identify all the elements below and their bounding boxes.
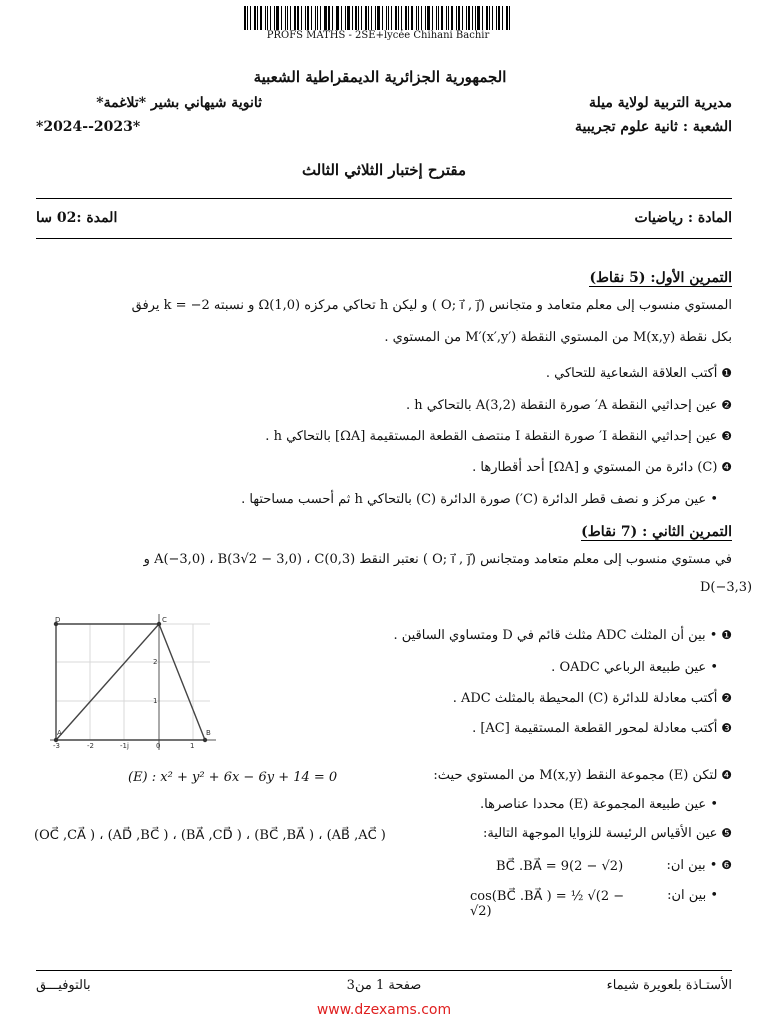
barcode-bar: [375, 6, 376, 30]
barcode-bar: [405, 6, 408, 30]
exercise1-title: التمرين الأول: (5 نقاط): [589, 270, 732, 286]
barcode-bar: [477, 6, 480, 30]
barcode-bar: [482, 6, 483, 30]
barcode-bar: [432, 6, 433, 30]
barcode-bar: [287, 6, 288, 30]
barcode-bar: [365, 6, 367, 30]
point-C-label: C: [162, 616, 167, 624]
duration: المدة :02 سا: [36, 210, 118, 226]
barcode-bar: [257, 6, 258, 30]
school-name: ثانوية شيهاني بشير *تلاغمة*: [96, 95, 262, 111]
barcode-bar: [341, 6, 342, 30]
barcode-bar: [315, 6, 316, 30]
barcode-bar: [358, 6, 359, 30]
exercise2-q1a: ❶ • بين أن المثلث ADC مثلث قائم في D ومتساوي الساقين .: [393, 628, 732, 643]
barcode-bar: [486, 6, 488, 30]
exercise2-q6b-equation: cos(BC⃗ .BA⃗ ) = ½ √(2 − √2): [470, 889, 625, 919]
barcode-bar: [425, 6, 426, 30]
point-D-label: D: [55, 616, 61, 624]
barcode-bar: [475, 6, 476, 30]
barcode-bar: [498, 6, 500, 30]
barcode-bar: [408, 6, 409, 30]
exam-title: مقترح إختبار الثلاثي الثالث: [301, 161, 467, 179]
teacher-name: الأستـاذة بلعويرة شيماء: [606, 978, 732, 993]
barcode-bar: [317, 6, 319, 30]
exercise1-intro-2: بكل نقطة M(x,y) من المستوي النقطة M′(x′,y′) من المستوي .: [384, 330, 732, 345]
barcode-bar: [352, 6, 353, 30]
barcode-bar: [456, 6, 457, 30]
barcode-bar: [347, 6, 350, 30]
barcode-bar: [427, 6, 430, 30]
barcode-bar: [345, 6, 346, 30]
barcode-bar: [247, 6, 248, 30]
exercise2-title: التمرين الثاني : (7 نقاط): [581, 524, 732, 540]
barcode-bar: [270, 6, 271, 30]
barcode-bar: [355, 6, 357, 30]
barcode-bar: [276, 6, 279, 30]
point-B-label: B: [206, 729, 211, 737]
exercise2-q1b: • عين طبيعة الرباعي OADC .: [551, 660, 718, 675]
subject-rule: [36, 238, 732, 239]
barcode-bar: [466, 6, 467, 30]
barcode-bar: [411, 6, 413, 30]
barcode-bar: [418, 6, 419, 30]
point-A-label: A: [57, 729, 62, 737]
page-number: صفحة 1 من3: [346, 978, 422, 993]
exercise1-intro-1: المستوي منسوب إلى معلم متعامد و متجانس (O; i⃗ , j⃗ ) و ليكن h تحاكي مركزه Ω(1,0) و نسبته k = −2 يرفق: [131, 298, 732, 313]
barcode-bar: [416, 6, 417, 30]
barcode-bar: [368, 6, 370, 30]
subject: المادة : رياضيات: [634, 210, 732, 226]
barcode-bar: [324, 6, 327, 30]
barcode-bar: [244, 6, 246, 30]
barcode-bar: [496, 6, 497, 30]
school-year: *2024--2023*: [36, 119, 141, 135]
barcode-bar: [290, 6, 291, 30]
x-tick-0: 0: [156, 742, 161, 750]
barcode-bar: [451, 6, 454, 30]
exercise1-q4: ❹ (C) دائرة من المستوي و [ΩA] أحد أقطارها .: [472, 460, 732, 475]
exercise2-q6a-equation: BC⃗ .BA⃗ = 9(2 − √2): [496, 859, 624, 874]
barcode-bar: [421, 6, 423, 30]
barcode-bar: [274, 6, 275, 30]
exercise1-q4b: • عين مركز و نصف قطر الدائرة (C′) صورة الدائرة (C) بالتحاكي h ثم أحسب مساحتها .: [241, 492, 718, 507]
barcode-bar: [336, 6, 337, 30]
branch: الشعبة : ثانية علوم تجريبية: [575, 119, 732, 135]
x-tick-m1: -1j: [120, 742, 129, 750]
exercise2-q6a: ❻ • بين ان:: [666, 858, 732, 873]
barcode-bar: [254, 6, 257, 30]
barcode-bar: [337, 6, 339, 30]
barcode-bar: [265, 6, 267, 30]
barcode-bar: [328, 6, 330, 30]
barcode-bar: [468, 6, 470, 30]
barcode-bar: [502, 6, 503, 30]
barcode-bar: [382, 6, 383, 30]
barcode-bar: [311, 6, 312, 30]
barcode-bar: [250, 6, 251, 30]
barcode-bar: [320, 6, 321, 30]
barcode-bar: [260, 6, 262, 30]
exercise2-q5: ❺ عين الأقياس الرئيسة للزوايا الموجهة التالية:: [482, 826, 732, 841]
barcode-bar: [267, 6, 268, 30]
barcode-bar: [438, 6, 440, 30]
exercise2-q4: ❹ لتكن (E) مجموعة النقط M(x,y) من المستوي حيث:: [433, 768, 732, 783]
site-link[interactable]: www.dzexams.com: [316, 1002, 452, 1018]
barcode-bar: [307, 6, 309, 30]
barcode-bar: [388, 6, 390, 30]
barcode-bar: [386, 6, 387, 30]
barcode-bar: [506, 6, 509, 30]
barcode-bar: [446, 6, 447, 30]
exercise2-intro-2: D(−3,3): [700, 580, 753, 595]
exercise1-q1: ❶ أكتب العلاقة الشعاعية للتحاكي .: [545, 366, 732, 381]
barcode-bar: [492, 6, 493, 30]
barcode-bar: [377, 6, 380, 30]
x-tick-m2: -2: [87, 742, 94, 750]
barcode: [244, 6, 512, 30]
good-luck: بالتوفيـــق: [36, 978, 91, 993]
y-tick-1: 1: [153, 697, 158, 705]
exercise2-q4b: • عين طبيعة المجموعة (E) محددا عناصرها.: [480, 797, 718, 812]
exercise1-q2: ❷ عين إحداثيي النقطة A′ صورة النقطة A(3,2) بالتحاكي h .: [406, 398, 732, 413]
barcode-bar: [301, 6, 302, 30]
barcode-bar: [391, 6, 392, 30]
barcode-bar: [458, 6, 460, 30]
triangle-figure: [50, 614, 216, 750]
barcode-bar: [361, 6, 362, 30]
barcode-bar: [441, 6, 443, 30]
barcode-bar: [332, 6, 333, 30]
exercise2-q5-angles: (OC⃗ ,CA⃗ ) ، (AD⃗ ,BC⃗ ) ، (BA⃗ ,CD⃗ ) ، (BC⃗ ,BA⃗ ) ، (AB⃗ ,AC⃗ ): [34, 828, 386, 843]
barcode-bar: [294, 6, 296, 30]
x-tick-m3: -3: [53, 742, 60, 750]
barcode-bar: [401, 6, 402, 30]
x-tick-1: 1: [190, 742, 195, 750]
exercise1-q3: ❸ عين إحداثيي النقطة I′ صورة النقطة I منتصف القطعة المستقيمة [ΩA] بالتحاكي h .: [265, 429, 732, 444]
barcode-bar: [462, 6, 463, 30]
barcode-bar: [305, 6, 306, 30]
exercise2-intro-1: في مستوي منسوب إلى معلم متعامد ومتجانس (O; i⃗ , j⃗ ) نعتبر النقط A(−3,0) ، B(3√2 − 3,0) ، C(0,3) و: [143, 552, 732, 567]
barcode-bar: [436, 6, 437, 30]
barcode-bar: [489, 6, 491, 30]
barcode-bar: [371, 6, 372, 30]
republic-title: الجمهورية الجزائرية الديمقراطية الشعبية: [253, 68, 507, 86]
directorate: مديرية التربية لولاية ميلة: [589, 95, 732, 111]
barcode-bar: [472, 6, 473, 30]
exercise2-q3: ❸ أكتب معادلة لمحور القطعة المستقيمة [AC] .: [472, 721, 732, 736]
exercise2-q6b: • بين ان:: [667, 888, 718, 903]
barcode-bar: [281, 6, 282, 30]
footer-rule: [36, 970, 732, 971]
header-rule: [36, 198, 732, 199]
barcode-bar: [398, 6, 399, 30]
barcode-caption: PROFS MATHS - 2SE+lycée Chihani Bachir: [266, 30, 490, 41]
y-tick-2: 2: [153, 658, 158, 666]
barcode-bar: [448, 6, 449, 30]
exercise2-q2: ❷ أكتب معادلة للدائرة (C) المحيطة بالمثلث ADC .: [452, 691, 732, 706]
barcode-bar: [509, 6, 510, 30]
exercise2-q4-equation: (E) : x² + y² + 6x − 6y + 14 = 0: [128, 770, 338, 785]
barcode-bar: [297, 6, 300, 30]
barcode-bar: [395, 6, 397, 30]
barcode-bar: [285, 6, 287, 30]
